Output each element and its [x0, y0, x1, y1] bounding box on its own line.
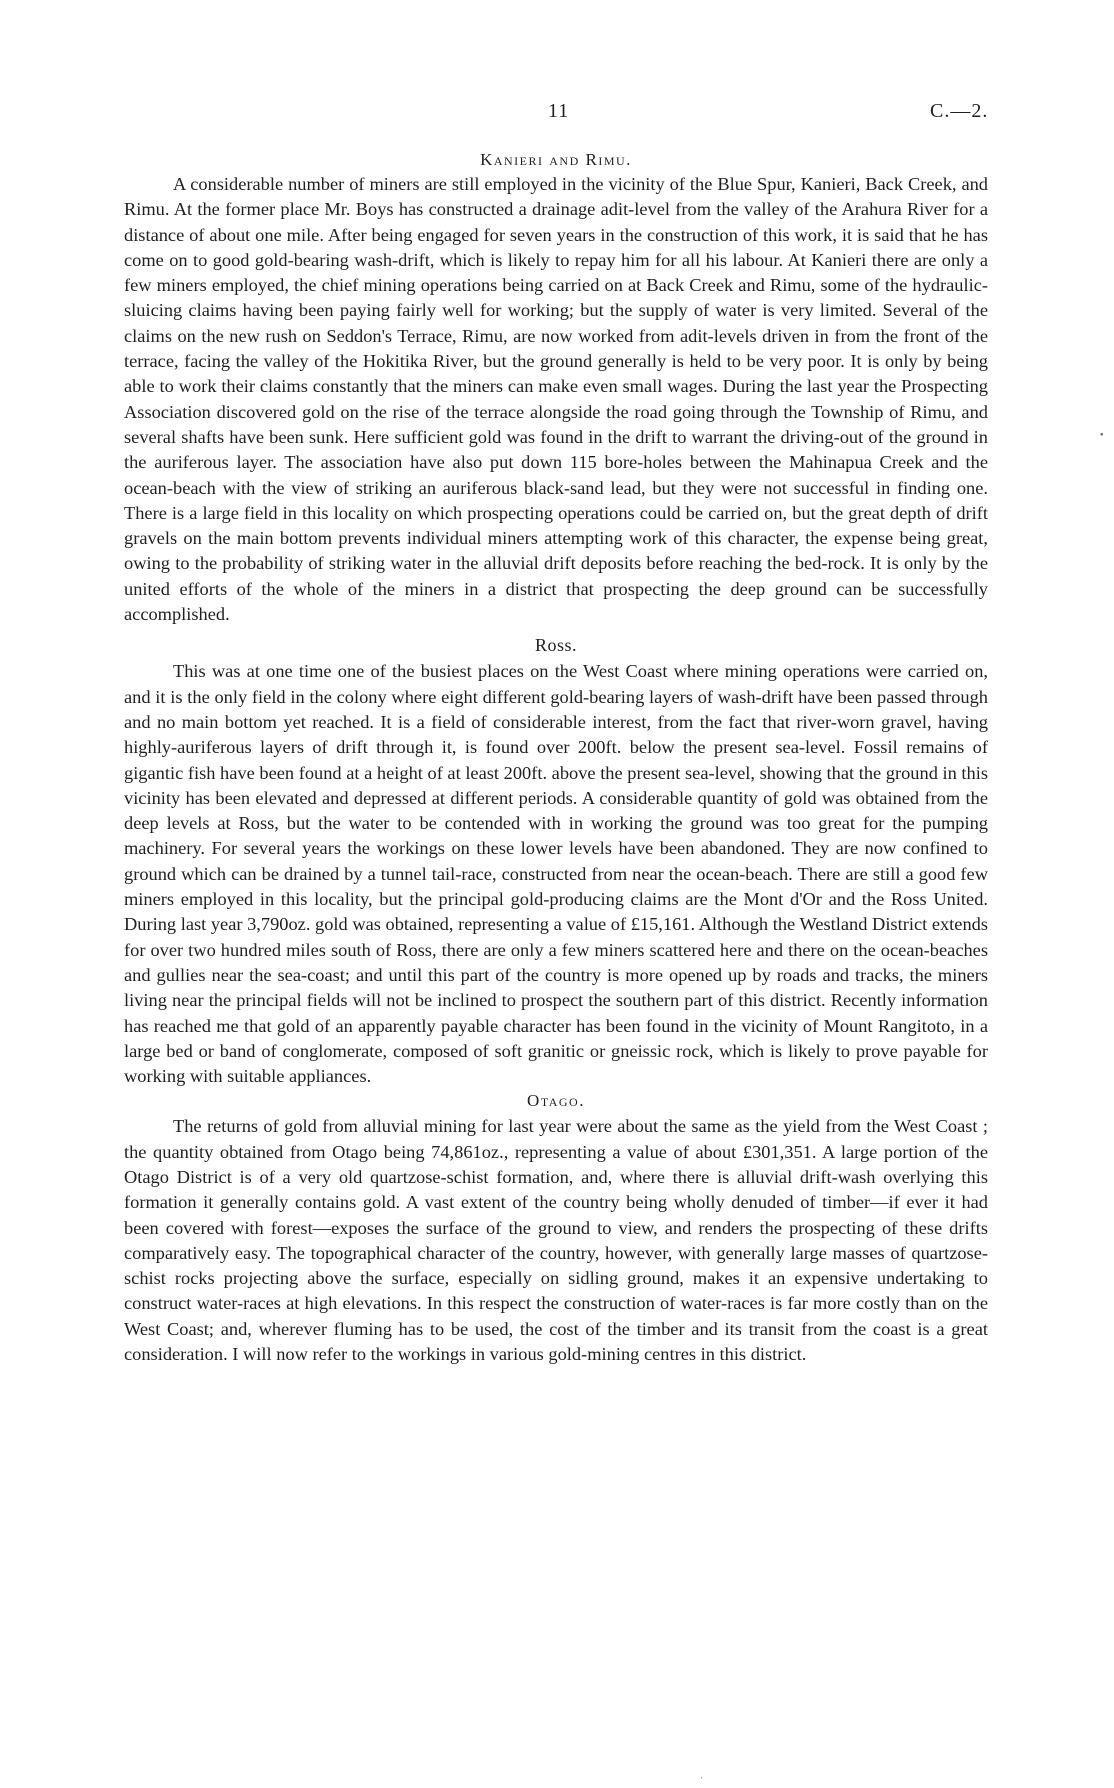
section-heading-ross: Ross. — [534, 635, 577, 656]
section-heading-otago: Otago. — [527, 1091, 585, 1111]
page-number: 11 — [548, 100, 570, 122]
section-ross — [124, 635, 988, 1089]
document-reference: C.—2. — [930, 100, 989, 122]
section-heading-kanieri-and-rimu: Kanieri and Rimu. — [480, 150, 632, 169]
scan-speck: • — [1100, 430, 1104, 441]
section-kanieri-and-rimu — [124, 150, 988, 627]
paragraph-kanieri-and-rimu: A considerable number of miners are still employed in the vicinity of the Blue Spur, Kanieri, Back Creek, and Rimu. At the former place Mr. Boys has constructed a drainage adit-level from the valley of the Arahura River for a distance of about one mile. After being engaged for seven years in the construction of this work, it is said that he has come on to good gold-bearing wash-drift, which is likely to repay him for all his labour. At Kanieri there are only a few miners employed, the chief mining operations being carried on at Back Creek and Rimu, some of the hydraulic-sluicing claims having been paying fairly well for working; but the supply of water is very limited. Several of the claims on the new rush on Seddon's Terrace, Rimu, are now worked from adit-levels driven in from the front of the terrace, facing the valley of the Hokitika River, but the ground generally is held to be very poor. It is only by being able to work their claims constantly that the miners can make even small wages. During the last year the Prospecting Association discovered gold on the rise of the terrace alongside the road going through the Township of Rimu, and several shafts have been sunk. Here sufficient gold was found in the drift to warrant the driving-out of the ground in the auriferous layer. The association have also put down 115 bore-holes between the Mahinapua Creek and the ocean-beach with the view of striking an auriferous black-sand lead, but they were not successful in finding one. There is a large field in this locality on which prospecting operations could be carried on, but the great depth of drift gravels on the main bottom prevents individual miners attempting work of this character, the expense being great, owing to the probability of striking water in the alluvial drift deposits before reaching the bed-rock. It is only by the united efforts of the whole of the miners in a district that prospecting the deep ground can be successfully accomplished. — [124, 174, 988, 625]
section-otago — [124, 1091, 988, 1367]
paragraph-ross: This was at one time one of the busiest places on the West Coast where mining operations were carried on, and it is the only field in the colony where eight different gold-bearing layers of wash-drift have been passed through and no main bottom yet reached. It is a field of considerable interest, from the fact that river-worn gravel, having highly-auriferous layers of drift through it, is found over 200ft. below the present sea-level. Fossil remains of gigantic fish have been found at a height of at least 200ft. above the present sea-level, showing that the ground in this vicinity has been elevated and depressed at different periods. A considerable quantity of gold was obtained from the deep levels at Ross, but the water to be contended with in working the ground was too great for the pumping machinery. For several years the workings on these lower levels have been abandoned. They are now confined to ground which can be drained by a tunnel tail-race, constructed from near the ocean-beach. There are still a good few miners employed in this locality, but the principal gold-producing claims are the Mont d'Or and the Ross United. During last year 3,790oz. gold was obtained, representing a value of £15,161. Although the Westland District extends for over two hundred miles south of Ross, there are only a few miners scattered here and there on the ocean-beaches and gullies near the sea-coast; and until this part of the country is more opened up by roads and tracks, the miners living near the principal fields will not be inclined to prospect the southern part of this district. Recently information has reached me that gold of an apparently payable character has been found in the vicinity of Mount Rangitoto, in a large bed or band of conglomerate, composed of soft granitic or gneissic rock, which is likely to prove payable for working with suitable appliances. — [124, 661, 988, 1087]
scan-speck: ˌ — [700, 1768, 704, 1779]
page-body — [124, 150, 988, 1367]
paragraph-otago: The returns of gold from alluvial mining for last year were about the same as the yield from the West Coast ; the quantity obtained from Otago being 74,861oz., representing a value of about £301,351. A large portion of the Otago District is of a very old quartzose-schist formation, and, where there is alluvial drift-wash overlying this formation it generally contains gold. A vast extent of the country being wholly denuded of timber—if ever it had been covered with forest—exposes the surface of the ground to view, and renders the prospecting of these drifts comparatively easy. The topographical character of the country, however, with generally large masses of quartzose-schist rocks projecting above the surface, especially on sidling ground, makes it an expensive undertaking to construct water-races at high elevations. In this respect the construction of water-races is far more costly than on the West Coast; and, wherever fluming has to be used, the cost of the timber and its transit from the coast is a great consideration. I will now refer to the workings in various gold-mining centres in this district. — [124, 1116, 988, 1365]
